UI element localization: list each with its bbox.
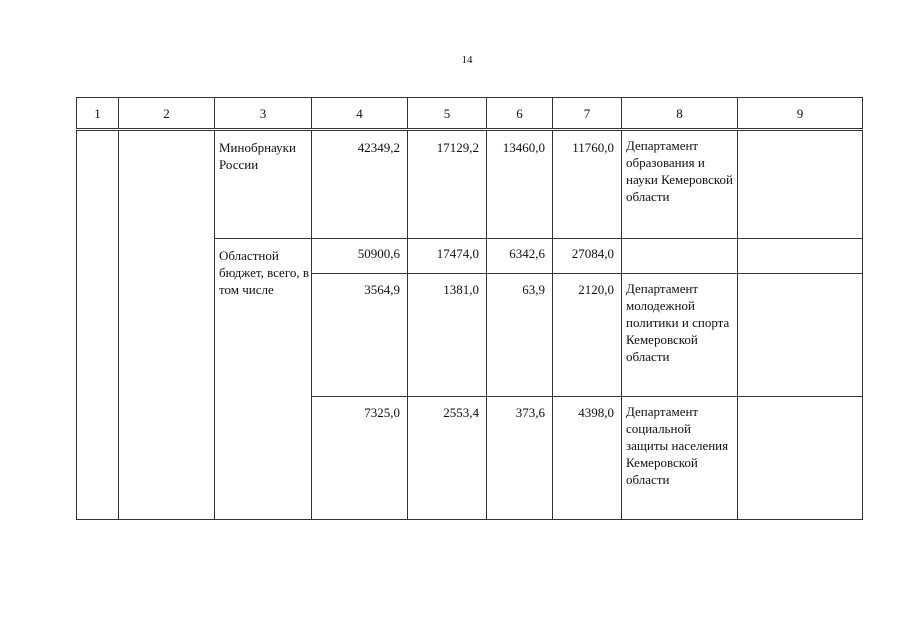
funding-source-cell: Минобрнауки России (215, 130, 312, 239)
value-cell: 2120,0 (553, 274, 622, 397)
value-cell: 6342,6 (487, 239, 553, 274)
program-name-cell (119, 130, 215, 520)
executor-cell: Департамент образования и науки Кемеровской области (622, 130, 738, 239)
column-header: 1 (77, 98, 119, 130)
value-cell: 42349,2 (312, 130, 408, 239)
column-header: 6 (487, 98, 553, 130)
value-cell: 373,6 (487, 397, 553, 520)
executor-cell (622, 239, 738, 274)
value-cell: 27084,0 (553, 239, 622, 274)
funding-source-cell: Областной бюджет, всего, в том числе (215, 239, 312, 520)
executor-cell: Департамент молодежной политики и спорта Кемеровской области (622, 274, 738, 397)
value-cell: 13460,0 (487, 130, 553, 239)
value-cell: 4398,0 (553, 397, 622, 520)
value-cell: 50900,6 (312, 239, 408, 274)
value-cell: 11760,0 (553, 130, 622, 239)
value-cell: 3564,9 (312, 274, 408, 397)
budget-table (76, 97, 863, 520)
column-header: 5 (408, 98, 487, 130)
page-number: 14 (461, 54, 473, 66)
value-cell: 1381,0 (408, 274, 487, 397)
value-cell: 2553,4 (408, 397, 487, 520)
column-header: 7 (553, 98, 622, 130)
table-row (77, 130, 863, 239)
row-number-cell (77, 130, 119, 520)
note-cell (738, 239, 863, 274)
column-header: 3 (215, 98, 312, 130)
table-header-row (77, 98, 863, 130)
column-header: 2 (119, 98, 215, 130)
executor-cell: Департамент социальной защиты населения Кемеровской области (622, 397, 738, 520)
column-header: 8 (622, 98, 738, 130)
note-cell (738, 130, 863, 239)
column-header: 4 (312, 98, 408, 130)
value-cell: 17129,2 (408, 130, 487, 239)
value-cell: 63,9 (487, 274, 553, 397)
note-cell (738, 397, 863, 520)
note-cell (738, 274, 863, 397)
column-header: 9 (738, 98, 863, 130)
value-cell: 7325,0 (312, 397, 408, 520)
value-cell: 17474,0 (408, 239, 487, 274)
